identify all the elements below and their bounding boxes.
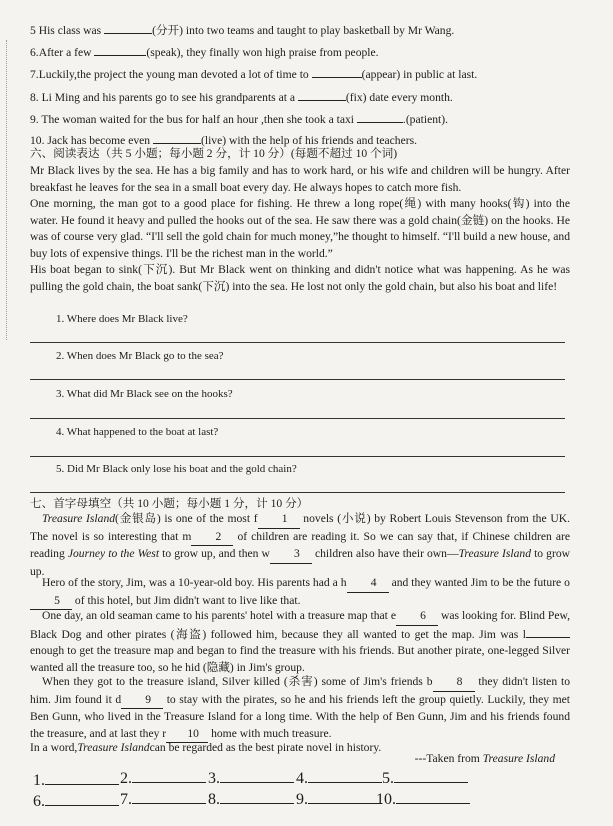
question: 2. When does Mr Black go to the sea? — [56, 350, 224, 362]
cloze-blank[interactable]: 6 — [396, 608, 438, 626]
cloze-paragraph: In a word,Treasure Islandcan be regarded as the best pirate novel in history. — [30, 741, 382, 754]
cloze-blank[interactable]: 3 — [270, 546, 312, 564]
binding-margin — [6, 40, 8, 340]
answer-line[interactable] — [30, 342, 565, 343]
answer-slot-7[interactable]: 7. — [120, 791, 206, 809]
cloze-blank[interactable]: 8 — [433, 674, 475, 692]
answer-line[interactable] — [30, 379, 565, 380]
source-credit: ---Taken from Treasure Island — [414, 752, 555, 765]
answer-slot-10[interactable]: 10. — [376, 791, 470, 809]
vocab-item: 10. Jack has become even (live) with the help of his friends and teachers. — [30, 134, 418, 147]
answer-slot-5[interactable]: 5. — [382, 770, 468, 788]
answer-blank[interactable] — [357, 111, 403, 123]
question: 3. What did Mr Black see on the hooks? — [56, 388, 233, 400]
cloze-blank[interactable]: 5 — [30, 593, 72, 611]
answer-blank[interactable] — [298, 89, 346, 101]
cloze-blank[interactable]: 10 — [166, 726, 208, 744]
answer-blank[interactable] — [94, 44, 146, 56]
answer-slot-4[interactable]: 4. — [296, 770, 382, 788]
cloze-blank[interactable]: 4 — [347, 575, 389, 593]
question: 4. What happened to the boat at last? — [56, 426, 219, 438]
section-heading: 七、首字母填空（共 10 小题；每小题 1 分，计 10 分） — [30, 497, 309, 510]
vocab-item: 6.After a few (speak), they finally won high praise from people. — [30, 46, 379, 59]
reading-paragraph: One morning, the man got to a good place for fishing. He threw a long rope(绳) with many hooks(钩) into the water. He found it heavy and pulled the hooks out of the sea. He saw there was a gold chain(金链) on the hooks. He was of course very glad. “I'll sell the gold chain for much money,”he thought to himself. “I'll build a new house, and buy lots of expensive things. I'll be the richest man in the world.” — [30, 197, 570, 260]
reading-paragraph: His boat began to sink(下沉). But Mr Black went on thinking and didn't notice what was happening. As he was pulling the gold chain, the boat sank(下沉) into the sea. He lost not only the gold chain, but also his boat and life! — [30, 263, 570, 293]
answer-blank[interactable] — [312, 66, 362, 78]
vocab-item: 7.Luckily,the project the young man devoted a lot of time to (appear) in public at last. — [30, 68, 478, 81]
answer-slot-3[interactable]: 3. — [208, 770, 294, 788]
cloze-paragraph: One day, an old seaman came to his parents' hotel with a treasure map that e 6 was looking for. Blind Pew, Black Dog and other pirates (海盗) followed him, because they all wanted to get the map. Jim was l enough to get the treasure map and began to find the treasure with his friends. But another pirate, one-legged Silver wanted all the treasure too, so he hid (隐藏) in Jim's group. — [30, 609, 571, 674]
answer-blank[interactable] — [153, 132, 201, 144]
answer-slot-1[interactable]: 1. — [33, 772, 119, 790]
answer-slot-6[interactable]: 6. — [33, 793, 119, 811]
reading-paragraph: Mr Black lives by the sea. He has a big family and has to work hard, or his wife and children will be hungry. After breakfast he leaves for the sea in a small boat every day. He always hopes to catch more fish. — [30, 164, 570, 194]
answer-line[interactable] — [30, 456, 565, 457]
question: 5. Did Mr Black only lose his boat and the gold chain? — [56, 463, 297, 475]
section-heading: 六、阅读表达（共 5 小题；每小题 2 分，计 10 分）(每题不超过 10 个词) — [30, 147, 398, 160]
cloze-paragraph: Hero of the story, Jim, was a 10-year-old boy. His parents had a h 4 and they wanted Jim to be the future o5 of this hotel, but Jim didn't want to live like that. — [30, 575, 570, 610]
answer-line[interactable] — [30, 418, 565, 419]
vocab-item: 9. The woman waited for the bus for half an hour ,then she took a taxi .(patient). — [30, 113, 448, 126]
answer-slot-8[interactable]: 8. — [208, 791, 294, 809]
answer-line[interactable] — [30, 492, 565, 493]
answer-slot-9[interactable]: 9. — [296, 791, 382, 809]
answer-blank[interactable] — [104, 22, 152, 34]
answer-slot-2[interactable]: 2. — [120, 770, 206, 788]
cloze-blank[interactable] — [526, 626, 570, 638]
cloze-blank[interactable]: 2 — [191, 529, 233, 547]
vocab-item: 8. Li Ming and his parents go to see his grandparents at a (fix) date every month. — [30, 91, 453, 104]
cloze-paragraph: When they got to the treasure island, Silver killed (杀害) some of Jim's friends b 8 they didn't listen to him. Jim found it d 9 to stay with the pirates, so he and his friends left the group quietly. Luckily, they met Ben Gunn, who lived in the Treasure Island for a long time. With the help of Ben Gunn, Jim and his friends found the treasure, and at last they r 10 home with much treasure. — [30, 674, 570, 743]
question: 1. Where does Mr Black live? — [56, 313, 188, 325]
cloze-blank[interactable]: 1 — [258, 511, 300, 529]
cloze-blank[interactable]: 9 — [121, 692, 163, 710]
cloze-paragraph: Treasure Island(金银岛) is one of the most f 1 novels (小说) by Robert Louis Stevenson from the UK. The novel is so interesting that m 2 of children are reading it. So we can say that, if Chinese children are reading Journey to the West to grow up, and then w 3 children also have their own—Treasure Island to grow up. — [30, 512, 571, 578]
vocab-item: 5 His class was (分开) into two teams and taught to play basketball by Mr Wang. — [30, 24, 455, 37]
